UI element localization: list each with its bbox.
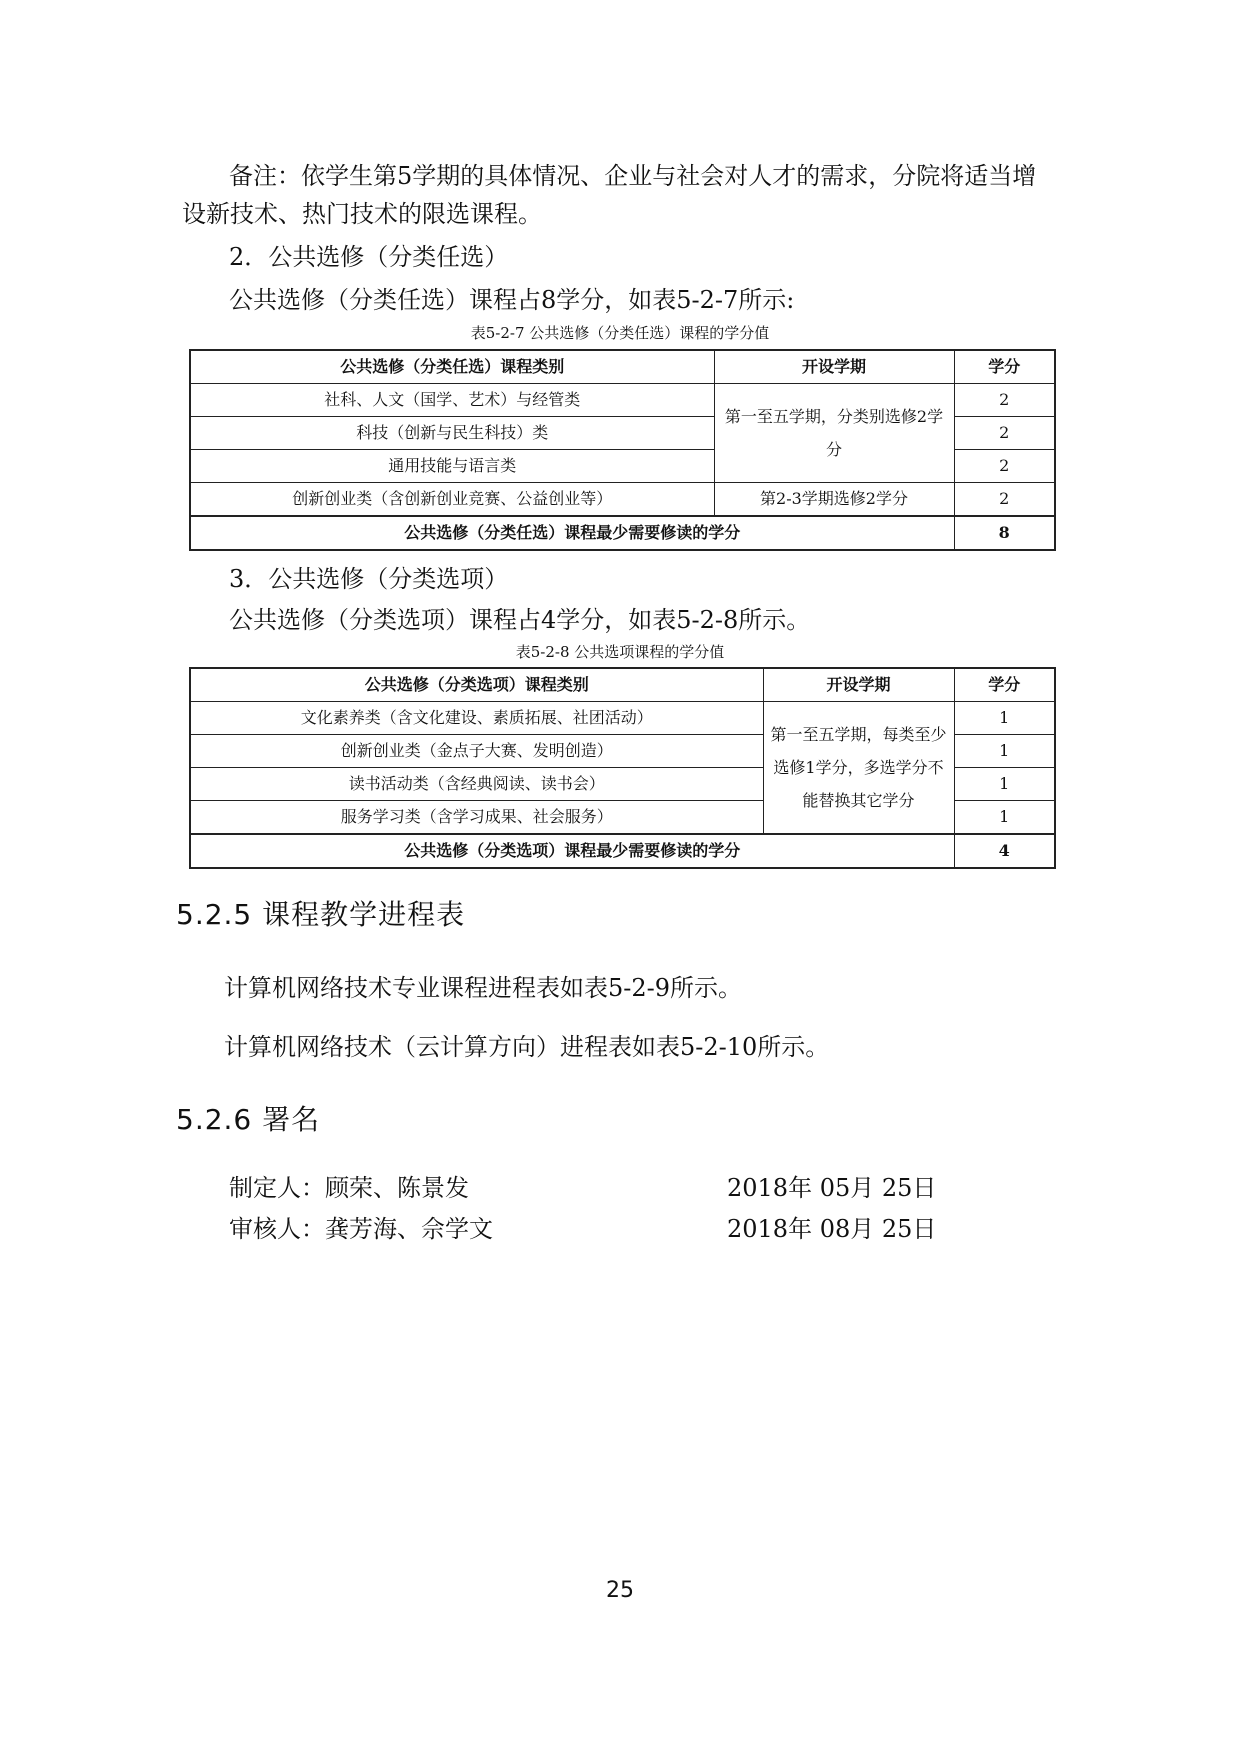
category-cell: 创新创业类（金点子大赛、发明创造） (190, 735, 763, 768)
section-3-intro: 公共选修（分类选项）课程占4学分，如表5-2-8所示。 (229, 606, 811, 634)
note-line-1: 备注：依学生第5学期的具体情况、企业与社会对人才的需求，分院将适当增 (229, 162, 1037, 190)
credit-cell: 2 (954, 417, 1055, 450)
credit-cell: 1 (954, 735, 1055, 768)
header-credit: 学分 (954, 668, 1055, 702)
reviewer-date: 2018年 08月 25日 (727, 1215, 937, 1243)
credit-cell: 2 (954, 384, 1055, 417)
category-cell: 文化素养类（含文化建设、素质拓展、社团活动） (190, 702, 763, 735)
section-5-2-5-paragraph-1: 计算机网络技术专业课程进程表如表5-2-9所示。 (224, 974, 743, 1002)
header-category: 公共选修（分类选项）课程类别 (190, 668, 763, 702)
total-label: 公共选修（分类选项）课程最少需要修读的学分 (190, 834, 954, 868)
table-5-2-7-caption: 表5-2-7 公共选修（分类任选）课程的学分值 (470, 324, 770, 342)
section-2-intro: 公共选修（分类任选）课程占8学分，如表5-2-7所示: (229, 286, 795, 314)
credit-cell: 2 (954, 450, 1055, 483)
section-5-2-6-heading: 5.2.6 署名 (176, 1103, 321, 1136)
section-2-heading: 2．公共选修（分类任选） (229, 243, 509, 271)
table-5-2-8 (189, 667, 1056, 869)
reviewer-line: 审核人：龚芳海、佘学文 (229, 1215, 493, 1243)
section-5-2-5-heading: 5.2.5 课程教学进程表 (176, 898, 466, 931)
category-cell: 科技（创新与民生科技）类 (190, 417, 714, 450)
table-row (190, 483, 1055, 517)
category-cell: 通用技能与语言类 (190, 450, 714, 483)
total-value: 4 (954, 834, 1055, 868)
term-cell: 第2-3学期选修2学分 (714, 483, 954, 517)
category-cell: 社科、人文（国学、艺术）与经管类 (190, 384, 714, 417)
header-term: 开设学期 (763, 668, 954, 702)
category-cell: 读书活动类（含经典阅读、读书会） (190, 768, 763, 801)
section-5-2-5-paragraph-2: 计算机网络技术（云计算方向）进程表如表5-2-10所示。 (224, 1033, 830, 1061)
term-cell: 第一至五学期，分类别选修2学分 (714, 384, 954, 483)
page-number: 25 (606, 1578, 634, 1603)
total-label: 公共选修（分类任选）课程最少需要修读的学分 (190, 516, 954, 550)
header-credit: 学分 (954, 350, 1055, 384)
category-cell: 创新创业类（含创新创业竞赛、公益创业等） (190, 483, 714, 517)
credit-cell: 1 (954, 801, 1055, 835)
table-row (190, 384, 1055, 417)
table-total-row (190, 834, 1055, 868)
header-term: 开设学期 (714, 350, 954, 384)
table-header-row (190, 668, 1055, 702)
table-5-2-7 (189, 349, 1056, 551)
table-header-row (190, 350, 1055, 384)
credit-cell: 1 (954, 768, 1055, 801)
section-3-heading: 3．公共选修（分类选项） (229, 565, 509, 593)
maker-date: 2018年 05月 25日 (727, 1174, 937, 1202)
note-line-2: 设新技术、热门技术的限选课程。 (182, 200, 542, 228)
table-5-2-8-caption: 表5-2-8 公共选项课程的学分值 (515, 643, 725, 661)
header-category: 公共选修（分类任选）课程类别 (190, 350, 714, 384)
table-row (190, 702, 1055, 735)
term-cell: 第一至五学期，每类至少选修1学分，多选学分不能替换其它学分 (763, 702, 954, 835)
maker-line: 制定人：顾荣、陈景发 (229, 1174, 469, 1202)
category-cell: 服务学习类（含学习成果、社会服务） (190, 801, 763, 835)
credit-cell: 1 (954, 702, 1055, 735)
table-total-row (190, 516, 1055, 550)
credit-cell: 2 (954, 483, 1055, 517)
total-value: 8 (954, 516, 1055, 550)
